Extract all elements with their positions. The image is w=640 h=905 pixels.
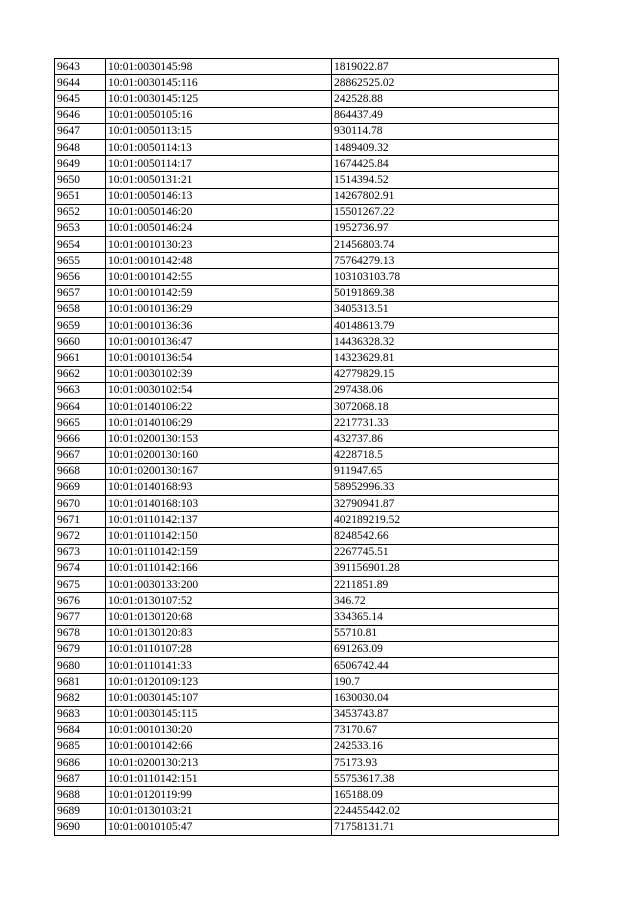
row-number-cell: 9659 — [55, 318, 106, 334]
cadastral-number-cell: 10:01:0010136:47 — [106, 334, 332, 350]
cadastral-number-cell: 10:01:0010136:36 — [106, 318, 332, 334]
table-row — [55, 285, 559, 301]
value-cell: 242533.16 — [332, 738, 559, 754]
value-cell: 50191869.38 — [332, 285, 559, 301]
table-row — [55, 544, 559, 560]
cadastral-number-cell: 10:01:0110142:151 — [106, 771, 332, 787]
cadastral-number-cell: 10:01:0010136:54 — [106, 350, 332, 366]
table-row — [55, 755, 559, 771]
table-row — [55, 382, 559, 398]
row-number-cell: 9650 — [55, 172, 106, 188]
table-row — [55, 107, 559, 123]
cadastral-number-cell: 10:01:0050113:15 — [106, 123, 332, 139]
value-cell: 58952996.33 — [332, 479, 559, 495]
cadastral-number-cell: 10:01:0010130:20 — [106, 722, 332, 738]
row-number-cell: 9683 — [55, 706, 106, 722]
table-row — [55, 59, 559, 75]
row-number-cell: 9660 — [55, 334, 106, 350]
table-row — [55, 172, 559, 188]
value-cell: 6506742.44 — [332, 657, 559, 673]
table-row — [55, 91, 559, 107]
table-row — [55, 123, 559, 139]
cadastral-number-cell: 10:01:0140168:103 — [106, 496, 332, 512]
cadastral-number-cell: 10:01:0050146:13 — [106, 188, 332, 204]
value-cell: 346.72 — [332, 593, 559, 609]
table-row — [55, 75, 559, 91]
value-cell: 1630030.04 — [332, 690, 559, 706]
cadastral-number-cell: 10:01:0010142:48 — [106, 253, 332, 269]
value-cell: 75173.93 — [332, 755, 559, 771]
row-number-cell: 9673 — [55, 544, 106, 560]
value-cell: 55710.81 — [332, 625, 559, 641]
row-number-cell: 9645 — [55, 91, 106, 107]
cadastral-number-cell: 10:01:0110142:150 — [106, 528, 332, 544]
value-cell: 75764279.13 — [332, 253, 559, 269]
cadastral-number-cell: 10:01:0030145:98 — [106, 59, 332, 75]
table-row — [55, 156, 559, 172]
row-number-cell: 9658 — [55, 301, 106, 317]
cadastral-number-cell: 10:01:0010142:55 — [106, 269, 332, 285]
row-number-cell: 9677 — [55, 609, 106, 625]
cadastral-number-cell: 10:01:0130120:68 — [106, 609, 332, 625]
cadastral-number-cell: 10:01:0050114:17 — [106, 156, 332, 172]
value-cell: 165188.09 — [332, 787, 559, 803]
value-cell: 2217731.33 — [332, 415, 559, 431]
cadastral-number-cell: 10:01:0030133:200 — [106, 577, 332, 593]
row-number-cell: 9687 — [55, 771, 106, 787]
value-cell: 32790941.87 — [332, 496, 559, 512]
cadastral-number-cell: 10:01:0200130:213 — [106, 755, 332, 771]
row-number-cell: 9653 — [55, 220, 106, 236]
cadastral-number-cell: 10:01:0110142:159 — [106, 544, 332, 560]
table-row — [55, 334, 559, 350]
table-row — [55, 690, 559, 706]
cadastral-number-cell: 10:01:0050146:20 — [106, 204, 332, 220]
cadastral-number-cell: 10:01:0010130:23 — [106, 237, 332, 253]
row-number-cell: 9664 — [55, 398, 106, 414]
row-number-cell: 9675 — [55, 577, 106, 593]
value-cell: 432737.86 — [332, 431, 559, 447]
row-number-cell: 9671 — [55, 512, 106, 528]
row-number-cell: 9644 — [55, 75, 106, 91]
table-row — [55, 625, 559, 641]
table-row — [55, 237, 559, 253]
row-number-cell: 9643 — [55, 59, 106, 75]
value-cell: 71758131.71 — [332, 819, 559, 835]
value-cell: 4228718.5 — [332, 447, 559, 463]
table-row — [55, 301, 559, 317]
table-body — [55, 59, 559, 836]
table-row — [55, 706, 559, 722]
value-cell: 402189219.52 — [332, 512, 559, 528]
cadastral-number-cell: 10:01:0030145:115 — [106, 706, 332, 722]
table-row — [55, 479, 559, 495]
cadastral-number-cell: 10:01:0050114:13 — [106, 139, 332, 155]
value-cell: 224455442.02 — [332, 803, 559, 819]
value-cell: 2211851.89 — [332, 577, 559, 593]
cadastral-number-cell: 10:01:0030145:116 — [106, 75, 332, 91]
table-row — [55, 512, 559, 528]
row-number-cell: 9681 — [55, 674, 106, 690]
cadastral-number-cell: 10:01:0130107:52 — [106, 593, 332, 609]
value-cell: 28862525.02 — [332, 75, 559, 91]
row-number-cell: 9651 — [55, 188, 106, 204]
table-row — [55, 139, 559, 155]
table-row — [55, 463, 559, 479]
cadastral-number-cell: 10:01:0200130:160 — [106, 447, 332, 463]
table-row — [55, 560, 559, 576]
row-number-cell: 9690 — [55, 819, 106, 835]
table-row — [55, 496, 559, 512]
row-number-cell: 9682 — [55, 690, 106, 706]
row-number-cell: 9646 — [55, 107, 106, 123]
cadastral-number-cell: 10:01:0140168:93 — [106, 479, 332, 495]
row-number-cell: 9685 — [55, 738, 106, 754]
table-row — [55, 253, 559, 269]
value-cell: 15501267.22 — [332, 204, 559, 220]
cadastral-number-cell: 10:01:0110142:137 — [106, 512, 332, 528]
row-number-cell: 9674 — [55, 560, 106, 576]
row-number-cell: 9679 — [55, 641, 106, 657]
value-cell: 40148613.79 — [332, 318, 559, 334]
row-number-cell: 9665 — [55, 415, 106, 431]
row-number-cell: 9648 — [55, 139, 106, 155]
value-cell: 864437.49 — [332, 107, 559, 123]
row-number-cell: 9655 — [55, 253, 106, 269]
value-cell: 14267802.91 — [332, 188, 559, 204]
value-cell: 55753617.38 — [332, 771, 559, 787]
table-row — [55, 220, 559, 236]
table-row — [55, 447, 559, 463]
table-row — [55, 819, 559, 835]
value-cell: 2267745.51 — [332, 544, 559, 560]
cadastral-number-cell: 10:01:0010142:66 — [106, 738, 332, 754]
cadastral-number-cell: 10:01:0010142:59 — [106, 285, 332, 301]
value-cell: 930114.78 — [332, 123, 559, 139]
cadastral-number-cell: 10:01:0110107:28 — [106, 641, 332, 657]
cadastral-number-cell: 10:01:0110141:33 — [106, 657, 332, 673]
row-number-cell: 9678 — [55, 625, 106, 641]
value-cell: 1819022.87 — [332, 59, 559, 75]
cadastral-number-cell: 10:01:0030145:107 — [106, 690, 332, 706]
value-cell: 391156901.28 — [332, 560, 559, 576]
cadastral-number-cell: 10:01:0140106:29 — [106, 415, 332, 431]
value-cell: 1489409.32 — [332, 139, 559, 155]
table-row — [55, 803, 559, 819]
value-cell: 297438.06 — [332, 382, 559, 398]
value-cell: 334365.14 — [332, 609, 559, 625]
cadastral-number-cell: 10:01:0200130:167 — [106, 463, 332, 479]
row-number-cell: 9652 — [55, 204, 106, 220]
value-cell: 21456803.74 — [332, 237, 559, 253]
value-cell: 1514394.52 — [332, 172, 559, 188]
value-cell: 14436328.32 — [332, 334, 559, 350]
table-row — [55, 641, 559, 657]
table-row — [55, 415, 559, 431]
cadastral-number-cell: 10:01:0050131:21 — [106, 172, 332, 188]
cadastral-number-cell: 10:01:0050105:16 — [106, 107, 332, 123]
cadastral-number-cell: 10:01:0030102:39 — [106, 366, 332, 382]
row-number-cell: 9654 — [55, 237, 106, 253]
row-number-cell: 9647 — [55, 123, 106, 139]
cadastral-number-cell: 10:01:0140106:22 — [106, 398, 332, 414]
table-row — [55, 738, 559, 754]
cadastral-number-cell: 10:01:0030102:54 — [106, 382, 332, 398]
data-table — [54, 58, 559, 836]
row-number-cell: 9661 — [55, 350, 106, 366]
cadastral-number-cell: 10:01:0030145:125 — [106, 91, 332, 107]
table-row — [55, 398, 559, 414]
row-number-cell: 9657 — [55, 285, 106, 301]
table-row — [55, 188, 559, 204]
row-number-cell: 9668 — [55, 463, 106, 479]
row-number-cell: 9666 — [55, 431, 106, 447]
table-row — [55, 528, 559, 544]
table-row — [55, 269, 559, 285]
value-cell: 14323629.81 — [332, 350, 559, 366]
row-number-cell: 9649 — [55, 156, 106, 172]
table-row — [55, 609, 559, 625]
row-number-cell: 9667 — [55, 447, 106, 463]
value-cell: 3072068.18 — [332, 398, 559, 414]
value-cell: 73170.67 — [332, 722, 559, 738]
row-number-cell: 9662 — [55, 366, 106, 382]
row-number-cell: 9656 — [55, 269, 106, 285]
cadastral-number-cell: 10:01:0130120:83 — [106, 625, 332, 641]
row-number-cell: 9680 — [55, 657, 106, 673]
table-row — [55, 674, 559, 690]
value-cell: 1674425.84 — [332, 156, 559, 172]
value-cell: 3453743.87 — [332, 706, 559, 722]
table-row — [55, 657, 559, 673]
cadastral-number-cell: 10:01:0110142:166 — [106, 560, 332, 576]
row-number-cell: 9688 — [55, 787, 106, 803]
table-row — [55, 366, 559, 382]
cadastral-number-cell: 10:01:0200130:153 — [106, 431, 332, 447]
cadastral-number-cell: 10:01:0010105:47 — [106, 819, 332, 835]
value-cell: 8248542.66 — [332, 528, 559, 544]
table-row — [55, 204, 559, 220]
cadastral-number-cell: 10:01:0130103:21 — [106, 803, 332, 819]
row-number-cell: 9669 — [55, 479, 106, 495]
table-row — [55, 431, 559, 447]
value-cell: 911947.65 — [332, 463, 559, 479]
cadastral-number-cell: 10:01:0120109:123 — [106, 674, 332, 690]
cadastral-number-cell: 10:01:0120119:99 — [106, 787, 332, 803]
row-number-cell: 9663 — [55, 382, 106, 398]
row-number-cell: 9670 — [55, 496, 106, 512]
row-number-cell: 9676 — [55, 593, 106, 609]
value-cell: 42779829.15 — [332, 366, 559, 382]
table-row — [55, 577, 559, 593]
value-cell: 242528.88 — [332, 91, 559, 107]
value-cell: 691263.09 — [332, 641, 559, 657]
value-cell: 190.7 — [332, 674, 559, 690]
value-cell: 3405313.51 — [332, 301, 559, 317]
table-row — [55, 350, 559, 366]
table-row — [55, 722, 559, 738]
table-row — [55, 318, 559, 334]
cadastral-number-cell: 10:01:0050146:24 — [106, 220, 332, 236]
row-number-cell: 9686 — [55, 755, 106, 771]
row-number-cell: 9684 — [55, 722, 106, 738]
table-row — [55, 787, 559, 803]
cadastral-number-cell: 10:01:0010136:29 — [106, 301, 332, 317]
table-row — [55, 593, 559, 609]
value-cell: 1952736.97 — [332, 220, 559, 236]
row-number-cell: 9689 — [55, 803, 106, 819]
value-cell: 103103103.78 — [332, 269, 559, 285]
row-number-cell: 9672 — [55, 528, 106, 544]
table-row — [55, 771, 559, 787]
